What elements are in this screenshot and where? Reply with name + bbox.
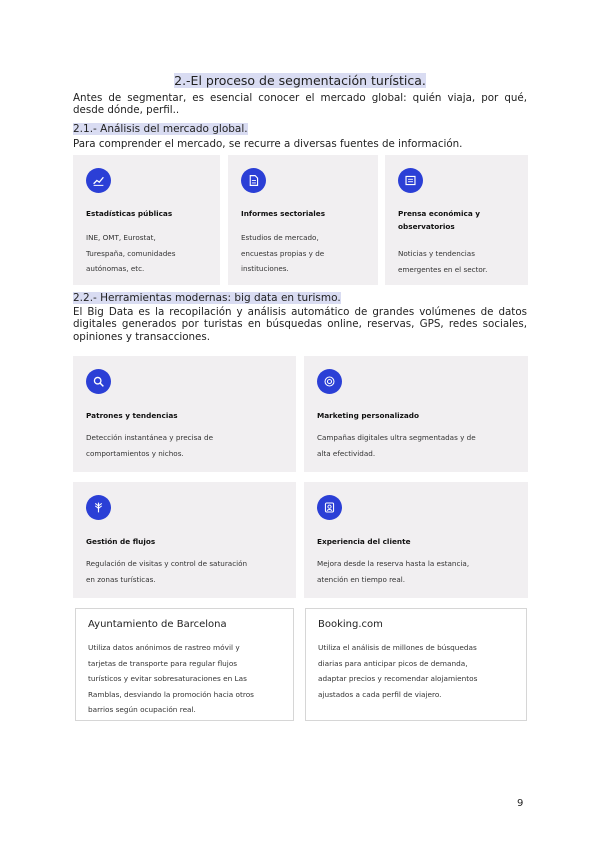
card-title: Patrones y tendencias — [86, 411, 178, 420]
user-icon — [317, 495, 342, 520]
card-title: Estadísticas públicas — [86, 209, 173, 218]
target-icon — [317, 369, 342, 394]
page-number: 9 — [517, 798, 524, 809]
card-title: Prensa económica y observatorios — [398, 209, 481, 231]
example-box — [305, 608, 527, 721]
card-desc: Detección instantánea y precisa de comportamientos y nichos. — [86, 433, 213, 458]
search-icon — [86, 369, 111, 394]
tool-card — [73, 356, 296, 472]
card-desc: INE, OMT, Eurostat, Turespaña, comunidades autónomas, etc. — [86, 233, 176, 273]
card-title: Experiencia del cliente — [317, 537, 411, 546]
card-desc: Noticias y tendencias emergentes en el sector. — [398, 249, 488, 274]
card-desc: Estudios de mercado, encuestas propias y de instituciones. — [241, 233, 325, 273]
document-icon — [241, 168, 266, 193]
example-title: Ayuntamiento de Barcelona — [88, 619, 227, 630]
subsection-text-2: El Big Data es la recopilación y análisis automático de grandes volúmenes de datos digitales generados por turistas en búsquedas online, reservas, GPS, redes sociales, opiniones y transacciones. — [73, 306, 527, 343]
card-title: Informes sectoriales — [241, 209, 326, 218]
intro-paragraph: Antes de segmentar, es esencial conocer el mercado global: quién viaja, por qué, desde dónde, perfil.. — [73, 92, 527, 117]
tool-card — [304, 356, 528, 472]
example-desc: Utiliza el análisis de millones de búsquedas diarias para anticipar picos de demanda, adaptar precios y recomendar alojamientos ajustados a cada perfil de viajero. — [318, 643, 478, 699]
subsection-heading-2: 2.2.- Herramientas modernas: big data en turismo. — [73, 292, 341, 304]
subsection-text-1: Para comprender el mercado, se recurre a diversas fuentes de información. — [73, 138, 463, 150]
tool-card — [304, 482, 528, 598]
section-title: 2.-El proceso de segmentación turística. — [174, 73, 426, 88]
source-card — [73, 155, 220, 285]
news-icon — [398, 168, 423, 193]
example-desc: Utiliza datos anónimos de rastreo móvil y tarjetas de transporte para regular flujos turísticos y evitar sobresaturaciones en Las Ramblas, desviando la promoción hacia otros barrios según ocupación real. — [88, 643, 254, 715]
card-desc: Regulación de visitas y control de saturación en zonas turísticas. — [86, 559, 248, 584]
example-box — [75, 608, 294, 721]
subsection-heading-1: 2.1.- Análisis del mercado global. — [73, 123, 248, 135]
card-title: Marketing personalizado — [317, 411, 419, 420]
source-card — [385, 155, 528, 285]
example-title: Booking.com — [318, 619, 383, 630]
card-title: Gestión de flujos — [86, 537, 156, 546]
card-desc: Campañas digitales ultra segmentadas y de alta efectividad. — [317, 433, 476, 458]
source-card — [228, 155, 378, 285]
card-desc: Mejora desde la reserva hasta la estancia, atención en tiempo real. — [317, 559, 470, 584]
chart-icon — [86, 168, 111, 193]
flow-icon — [86, 495, 111, 520]
tool-card — [73, 482, 296, 598]
